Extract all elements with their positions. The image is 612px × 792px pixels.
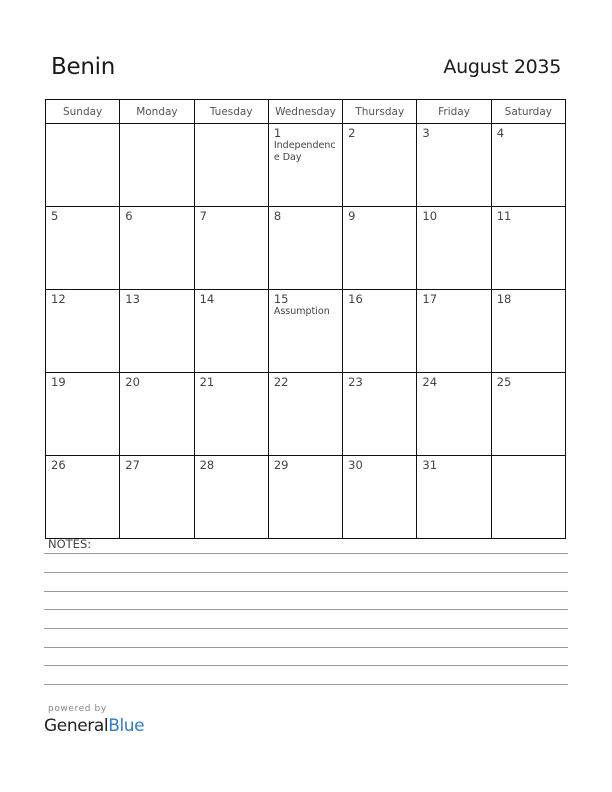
day-number: 13 bbox=[125, 292, 140, 306]
day-cell bbox=[46, 207, 120, 290]
day-cell bbox=[417, 290, 491, 373]
note-line bbox=[44, 665, 568, 666]
day-number: 24 bbox=[422, 375, 438, 389]
week-row bbox=[46, 207, 566, 290]
day-number: 28 bbox=[199, 458, 215, 472]
note-line bbox=[44, 609, 568, 610]
notes-label: NOTES: bbox=[48, 537, 92, 551]
day-number: 19 bbox=[51, 375, 66, 389]
day-number: 25 bbox=[496, 375, 512, 389]
day-number: 6 bbox=[125, 209, 133, 223]
day-number: 20 bbox=[125, 375, 140, 389]
month-year-title: August 2035 bbox=[443, 56, 561, 78]
day-number: 23 bbox=[348, 375, 363, 389]
note-line bbox=[44, 684, 568, 685]
note-line bbox=[44, 647, 568, 648]
note-line bbox=[44, 553, 568, 554]
week-row bbox=[46, 373, 566, 456]
brand-general: General bbox=[44, 716, 109, 736]
day-number: 11 bbox=[496, 209, 512, 223]
day-cell bbox=[46, 456, 120, 539]
day-cell bbox=[343, 456, 417, 539]
day-number: 10 bbox=[422, 209, 438, 223]
day-cell bbox=[417, 373, 491, 456]
day-cell bbox=[120, 207, 194, 290]
day-number: 26 bbox=[51, 458, 66, 472]
day-cell bbox=[268, 207, 342, 290]
weekday-header: Friday bbox=[417, 100, 491, 124]
day-cell bbox=[194, 290, 268, 373]
brand-blue: Blue bbox=[108, 716, 145, 736]
day-number: 12 bbox=[51, 292, 66, 306]
weekday-header: Monday bbox=[120, 100, 194, 124]
holiday-label: Independence Day bbox=[273, 140, 336, 163]
weekday-header-row bbox=[46, 100, 566, 124]
day-cell bbox=[491, 124, 565, 207]
day-cell bbox=[343, 207, 417, 290]
week-row bbox=[46, 456, 566, 539]
weekday-header: Wednesday bbox=[268, 100, 342, 124]
day-cell bbox=[417, 207, 491, 290]
day-number: 3 bbox=[422, 126, 430, 140]
day-cell bbox=[491, 373, 565, 456]
day-number: 17 bbox=[422, 292, 438, 306]
day-cell bbox=[194, 207, 268, 290]
day-number: 27 bbox=[125, 458, 140, 472]
calendar-grid bbox=[45, 99, 566, 539]
day-cell bbox=[120, 290, 194, 373]
day-cell bbox=[491, 456, 565, 539]
day-number: 7 bbox=[199, 209, 207, 223]
country-title: Benin bbox=[51, 54, 115, 80]
day-number: 8 bbox=[273, 209, 282, 223]
note-line bbox=[44, 628, 568, 629]
weekday-header: Sunday bbox=[46, 100, 120, 124]
day-cell bbox=[120, 456, 194, 539]
day-number: 9 bbox=[348, 209, 356, 223]
day-cell bbox=[491, 207, 565, 290]
day-number: 4 bbox=[496, 126, 505, 140]
weekday-header: Tuesday bbox=[194, 100, 268, 124]
day-number: 16 bbox=[348, 292, 363, 306]
generalblue-logo bbox=[44, 716, 144, 736]
day-number: 15 bbox=[273, 292, 289, 306]
day-cell bbox=[268, 124, 342, 207]
day-number: 21 bbox=[199, 375, 215, 389]
note-line bbox=[44, 591, 568, 592]
day-number: 14 bbox=[199, 292, 215, 306]
day-number: 30 bbox=[348, 458, 363, 472]
day-cell bbox=[268, 456, 342, 539]
day-cell bbox=[194, 124, 268, 207]
day-cell bbox=[120, 124, 194, 207]
day-cell bbox=[417, 124, 491, 207]
weekday-header: Thursday bbox=[343, 100, 417, 124]
week-row bbox=[46, 124, 566, 207]
week-row bbox=[46, 290, 566, 373]
day-cell bbox=[46, 290, 120, 373]
day-number: 5 bbox=[51, 209, 59, 223]
day-cell bbox=[417, 456, 491, 539]
day-cell bbox=[343, 290, 417, 373]
day-cell bbox=[343, 373, 417, 456]
day-number: 29 bbox=[273, 458, 289, 472]
weekday-header: Saturday bbox=[491, 100, 565, 124]
day-cell bbox=[46, 124, 120, 207]
holiday-label: Assumption bbox=[273, 306, 330, 317]
day-cell bbox=[491, 290, 565, 373]
day-cell bbox=[46, 373, 120, 456]
day-number: 1 bbox=[273, 126, 282, 140]
day-number: 2 bbox=[348, 126, 356, 140]
day-number: 31 bbox=[422, 458, 438, 472]
note-line bbox=[44, 572, 568, 573]
day-cell bbox=[268, 290, 342, 373]
day-cell bbox=[194, 456, 268, 539]
day-cell bbox=[194, 373, 268, 456]
day-number: 22 bbox=[273, 375, 289, 389]
day-cell bbox=[343, 124, 417, 207]
day-cell bbox=[268, 373, 342, 456]
powered-by-text: powered by bbox=[48, 704, 107, 714]
day-cell bbox=[120, 373, 194, 456]
day-number: 18 bbox=[496, 292, 512, 306]
